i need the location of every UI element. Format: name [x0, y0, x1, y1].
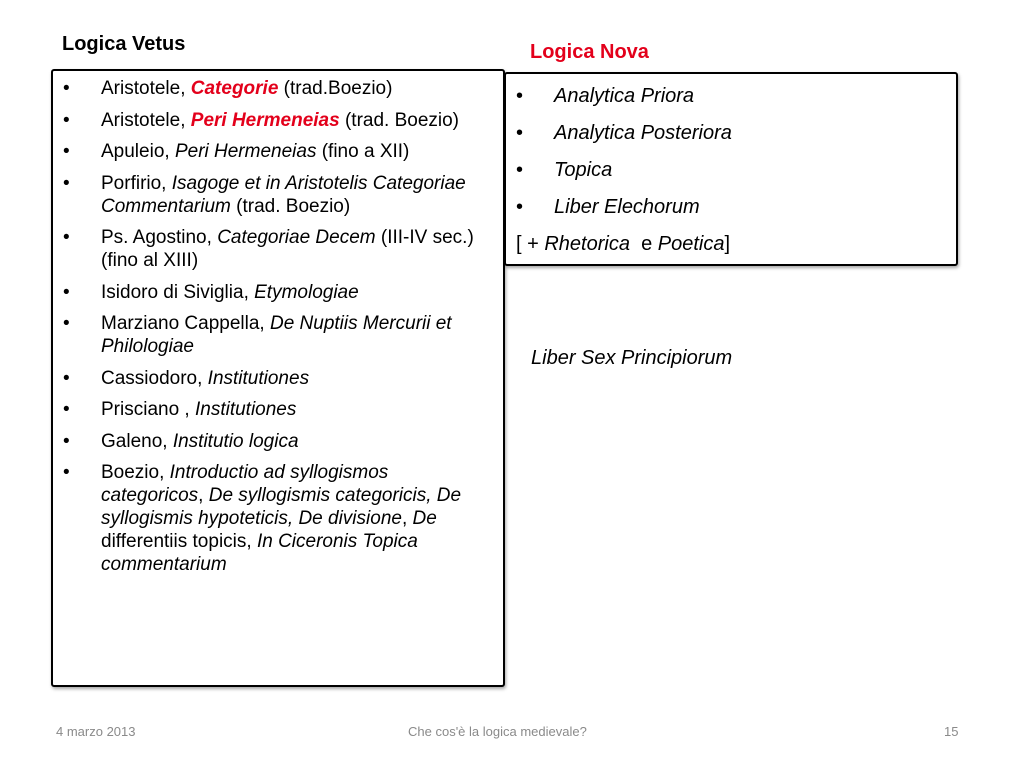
bullet-icon: • — [63, 141, 70, 162]
list-item — [516, 158, 944, 182]
footer-page-number: 15 — [944, 724, 959, 739]
item-note: (fino a XII) — [316, 141, 410, 162]
item-note: differentiis topicis, — [101, 531, 257, 552]
list-item — [63, 430, 491, 453]
item-work: Etymologiae — [254, 281, 359, 303]
item-author: Galeno, — [101, 430, 173, 452]
list-item — [63, 140, 491, 163]
footer-date: 4 marzo 2013 — [56, 724, 136, 739]
item-author: Aristotele, — [101, 78, 191, 99]
note-close: ] — [724, 233, 731, 255]
item-author: Apuleio, — [101, 141, 175, 162]
note-mid: e — [629, 233, 658, 255]
list-item — [63, 281, 491, 304]
logica-nova-box — [504, 72, 958, 266]
bullet-icon: • — [63, 367, 70, 389]
bullet-icon: • — [63, 172, 70, 194]
item-author: Ps. Agostino, — [101, 227, 218, 248]
list-item — [516, 195, 944, 219]
logica-vetus-box — [51, 69, 505, 687]
logica-vetus-list — [63, 77, 491, 585]
item-separator: , — [401, 508, 413, 529]
item-author: Aristotele, — [101, 109, 191, 131]
item-author: Prisciano , — [101, 399, 195, 420]
item-work: Institutiones — [194, 399, 297, 420]
list-item — [63, 461, 491, 576]
item-work: Peri Hermeneias — [174, 141, 317, 162]
bullet-icon: • — [63, 313, 70, 334]
item-work: Rhetorica — [544, 233, 630, 255]
item-note: (III-IV sec.) (fino al XIII) — [101, 227, 474, 271]
item-work: Analytica Posteriora — [554, 122, 732, 144]
list-item — [516, 84, 944, 108]
item-work: Introductio ad syllogismos categoricos — [101, 462, 389, 506]
item-work: De — [412, 508, 437, 529]
bullet-icon: • — [63, 430, 70, 452]
item-note: (trad.Boezio) — [278, 78, 393, 99]
bullet-icon: • — [516, 159, 524, 181]
bullet-icon: • — [63, 227, 70, 248]
bullet-icon: • — [516, 85, 524, 107]
item-work: Categoriae Decem — [217, 227, 376, 248]
item-author: Isidoro di Siviglia, — [101, 281, 255, 303]
item-work: In Ciceronis Topica commentarium — [101, 531, 418, 575]
bullet-icon: • — [63, 109, 70, 131]
item-work: Isagoge et in Aristotelis Categoriae Commentarium — [101, 172, 466, 217]
footer-title: Che cos'è la logica medievale? — [408, 724, 587, 739]
item-work: Topica — [554, 159, 613, 181]
bullet-icon: • — [63, 462, 70, 483]
list-item — [63, 77, 491, 100]
item-work: Liber Elechorum — [554, 196, 700, 218]
item-work: Categorie — [190, 78, 279, 99]
item-work: Institutio logica — [172, 430, 299, 452]
item-separator: , — [198, 485, 209, 506]
item-note: (trad. Boezio) — [230, 195, 351, 217]
item-work: Poetica — [657, 233, 725, 255]
note-open: [ + — [516, 233, 545, 255]
liber-sex-principiorum: Liber Sex Principiorum — [531, 347, 733, 369]
list-item — [63, 367, 491, 390]
list-item — [63, 312, 491, 358]
list-item — [63, 226, 491, 272]
bullet-icon: • — [516, 122, 524, 144]
bullet-icon: • — [516, 196, 524, 218]
item-author: Marziano Cappella, — [101, 313, 270, 334]
list-item — [63, 172, 491, 218]
list-item — [63, 109, 491, 132]
logica-vetus-title: Logica Vetus — [62, 33, 186, 55]
item-author: Boezio, — [101, 462, 170, 483]
item-work: Analytica Priora — [554, 85, 695, 107]
bullet-icon: • — [63, 78, 70, 99]
item-work: De syllogismis categoricis, De syllogismis hypoteticis, De divisione — [101, 485, 462, 529]
logica-nova-list — [516, 84, 944, 232]
item-note: (trad. Boezio) — [339, 109, 460, 131]
item-work: Peri Hermeneias — [190, 109, 340, 131]
item-work: De Nuptiis Mercurii et Philologiae — [101, 313, 452, 357]
logica-nova-title: Logica Nova — [530, 41, 649, 63]
rhetorica-poetica-note — [516, 232, 730, 256]
list-item — [516, 121, 944, 145]
list-item — [63, 398, 491, 421]
item-author: Cassiodoro, — [101, 367, 208, 389]
bullet-icon: • — [63, 281, 70, 303]
item-author: Porfirio, — [101, 172, 172, 194]
item-work: Institutiones — [207, 367, 310, 389]
bullet-icon: • — [63, 399, 70, 420]
